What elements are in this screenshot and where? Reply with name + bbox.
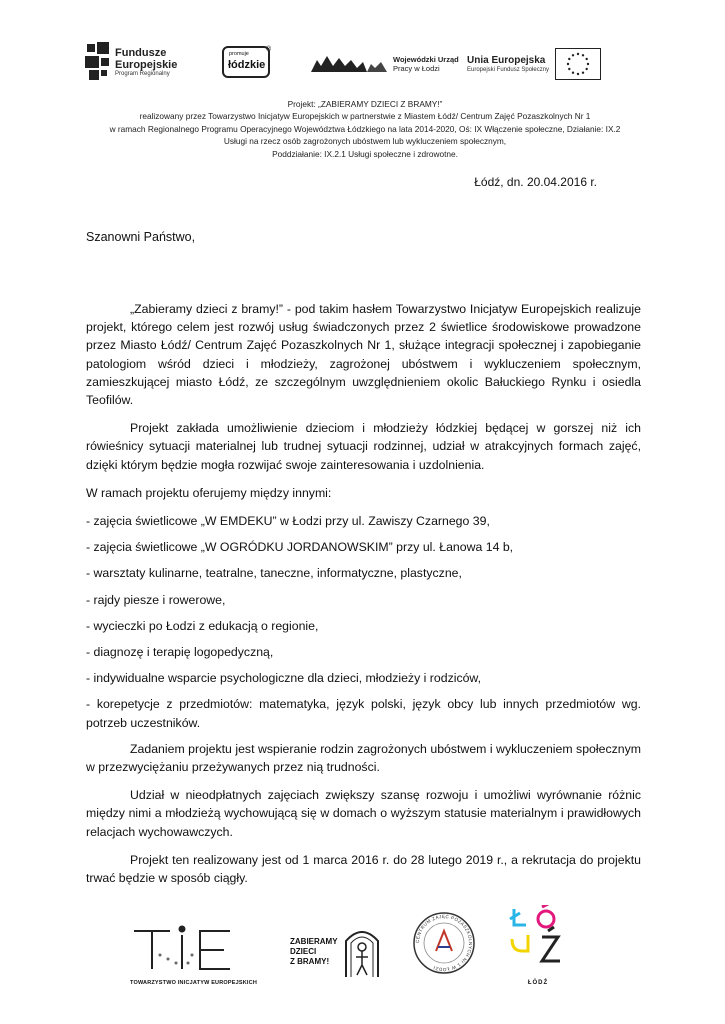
project-header-line1: Projekt: „ZABIERAMY DZIECI Z BRAMY!” [287,99,443,109]
project-header-line4: Usługi na rzecz osób zagrożonych ubóstwem lub wykluczeniem społecznym, [223,136,507,147]
fundusze-line1: Fundusze [115,47,167,59]
zabieramy-line2: DZIECI [290,947,317,956]
czp-ring-text: CENTRUM ZAJĘĆ POZASZKOLNYCH Nr 1 W ŁODZI [414,913,474,973]
paragraph-duration: Projekt ten realizowany jest od 1 marca 2016 r. do 28 lutego 2019 r., a rekrutacja do projektu trwać będzie w sposób ciągły. [86,852,641,886]
tie-caption: TOWARZYSTWO INICJATYW EUROPEJSKICH [130,980,257,986]
wup-line2: Pracy w Łodzi [393,64,440,73]
list-item: - rajdy piesze i rowerowe, [86,592,226,607]
paragraph-task: Zadaniem projektu jest wspieranie rodzin zagrożonych ubóstwem i wykluczeniem społecznym w przezwyciężaniu przeżywanych przez nią trudności. [86,741,641,775]
paragraph-goal: Projekt zakłada umożliwienie dzieciom i młodzieży łódzkiej będącej w gorszej niż ich rówieśnicy sytuacji materialnej lub trudnej sytuacji rodzinnej, udział w atrakcyjnych formach zajęć, dzięki którym będzie mogła rozwijać swoje zainteresowania i uzdolnienia. [86,421,641,472]
paragraph-participation: Udział w nieodpłatnych zajęciach zwiększy szansę rozwoju i umożliwi wyrównanie różnic między nimi a młodzieżą wychowującą się w domach o wyższym statusie materialnym i prawidłowych relacjach wychowawczych. [86,788,641,839]
wup-skyline-icon [311,54,389,74]
zabieramy-logo [290,923,390,983]
czp-seal-logo [412,911,476,975]
paragraph-offer-intro: W ramach projektu oferujemy między innymi: [86,485,332,500]
lodz-letters-icon [508,905,568,975]
fundusze-europejskie-logo [85,42,177,82]
footer-logos [130,905,570,985]
tie-logo [130,925,260,985]
project-header-line5: Poddziałanie: IX.2.1 Usługi społeczne i zdrowotne. [272,148,458,159]
tie-emblem-icon [130,925,260,973]
project-header [60,98,670,160]
unia-europejska-logo [467,48,601,80]
letter-body [86,300,641,897]
greeting: Szanowni Państwo, [86,230,196,244]
list-item: - diagnozę i terapię logopedyczną, [86,645,274,660]
list-item: - zajęcia świetlicowe „W EMDEKU” w Łodzi przy ul. Zawiszy Czarnego 39, [86,514,490,529]
ue-sub: Europejski Fundusz Społeczny [467,67,550,73]
project-header-line2: realizowany przez Towarzystwo Inicjatyw Europejskich w partnerstwie z Miastem Łódź/ Centrum Zajęć Pozaszkolnych Nr 1 [139,111,591,122]
list-item: - indywidualne wsparcie psychologiczne dla dzieci, młodzieży i rodziców, [86,671,482,686]
zabieramy-line3: Z BRAMY! [290,957,330,966]
fundusze-sub: Program Regionalny [115,71,170,77]
lodzkie-top: promuje [229,51,249,57]
list-item: - wycieczki po Łodzi z edukacją o regionie, [86,618,319,633]
registered-icon: ® [266,45,272,53]
lodzkie-main: łódzkie [228,59,266,71]
letter-date: Łódź, dn. 20.04.2016 r. [474,175,597,189]
gate-child-icon [342,923,382,979]
wup-lodz-logo [311,54,459,74]
header-logos [85,40,645,90]
fundusze-europejskie-icon [85,42,111,82]
lodz-caption: ŁÓDŹ [527,980,549,986]
czp-seal-icon [412,911,476,975]
promuje-lodzkie-logo [222,46,271,78]
list-item: - warsztaty kulinarne, teatralne, taneczne, informatyczne, plastyczne, [86,566,462,581]
project-header-line3: w ramach Regionalnego Programu Operacyjnego Województwa Łódzkiego na lata 2014-2020, Oś: IX Włączenie społeczne, Działanie: IX.2 [109,123,621,134]
wup-line1: Wojewódzki Urząd [393,55,459,64]
zabieramy-line1: ZABIERAMY [290,937,338,946]
paragraph-intro: „Zabieramy dzieci z bramy!” - pod takim hasłem Towarzystwo Inicjatyw Europejskich realizuje projekt, którego celem jest rozwój usług świadczonych przez 2 świetlice środowiskowe prowadzone przez Miasto Łódź/ Centrum Zajęć Pozaszkolnych Nr 1, służące integracji społecznej i zapobieganie patologiom wśród dzieci i młodzieży, zagrożonej ubóstwem i wykluczeniem społecznym, zamieszkującej miasto Łódź, ze szczególnym uwzględnieniem okolic Bałuckiego Rynku i osiedla Teofilów. [86,302,641,408]
list-item: - korepetycje z przedmiotów: matematyka, język polski, język obcy lub innych przedmiotów wg. potrzeb uczestników. [86,697,641,730]
list-item: - zajęcia świetlicowe „W OGRÓDKU JORDANOWSKIM” przy ul. Łanowa 14 b, [86,540,514,555]
lodz-city-logo [508,905,568,985]
ue-title: Unia Europejska [467,55,546,66]
fundusze-line2: Europejskie [115,59,178,71]
eu-flag-icon [555,48,601,80]
lodzkie-box [222,46,270,78]
